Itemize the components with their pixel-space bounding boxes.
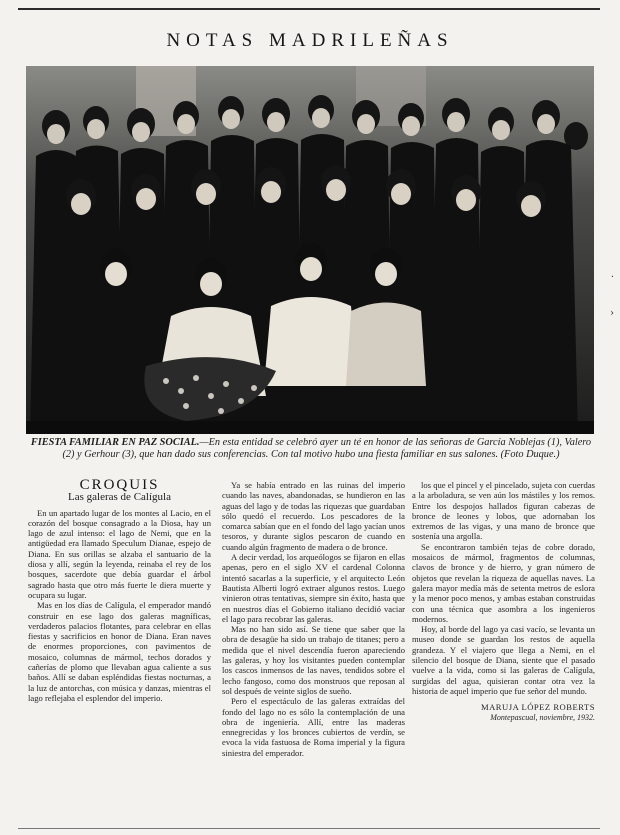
- margin-mark: ›: [610, 308, 614, 319]
- paragraph: Se encontraron también tejas de cobre dorado, mosaicos de mármol, fragmentos de columnas, clavos de bronce y de hierro, y gran número de objetos que revelan la riqueza de aquellas naves. La galera mayor medía más de setenta metros de eslora y la menor poco menos, y ambas estaban construidas con una técnica que asombra a los ingenieros modernos.: [412, 541, 595, 624]
- margin-mark: ·: [610, 272, 614, 283]
- bottom-rule: [18, 828, 600, 829]
- caption-text: —En esta entidad se celebró ayer un té en honor de las señoras de García Noblejas (1), Valero (2) y Gerhour (3), que han dado sus conferencias. Con tal motivo hubo una fiesta familiar en sus salones. (Foto Duque.): [62, 437, 592, 460]
- group-photograph-icon: [26, 66, 594, 434]
- dateline: Montepascual, noviembre, 1932.: [490, 712, 595, 722]
- paragraph: Hoy, al borde del lago ya casi vacío, se levanta un museo donde se guardan los restos de aquella grandeza. Y el viajero que llega a Nemi, en el silencio del bosque de Diana, siente que el pasado vuelve a la vida, como si las galeras de Calígula, surgidas del agua, quisieran contar otra vez la historia de aquel imperio que fue señor del mundo.: [412, 624, 595, 696]
- paragraph: Mas en los días de Calígula, el emperador mandó construir en ese lago dos galeras magníficas, verdaderos palacios flotantes, para celebrar en ellas fiestas y sacrificios en honor de Diana. Eran naves de enormes proporciones, con pavimentos de mosaico, columnas de mármol, techos dorados y cañerías de plomo que llevaban agua caliente a sus baños. Allí se daban espléndidas fiestas nocturnas, a la luz de antorchas, con música y danzas, mientras el lago reflejaba el esplendor del imperio.: [28, 600, 211, 703]
- article-column-3: [412, 480, 595, 723]
- paragraph: Pero el espectáculo de las galeras extraídas del fondo del lago no es sólo la contemplación de una obra de ingeniería. Allí, entre las maderas ennegrecidas y los bronces cubiertos de verdín, se evoca la vida fastuosa de Roma imperial y la figura siniestra del emperador.: [222, 696, 405, 758]
- caption-lead: FIESTA FAMILIAR EN PAZ SOCIAL.: [30, 437, 200, 448]
- paragraph: Mas no han sido así. Se tiene que saber que la obra de desagüe ha sido un trabajo de titanes; pero a medida que el nivel descendía fueron apareciendo las galeras, y hoy los visitantes pueden contemplar los cascos inmensos de las naves, tendidos sobre el lecho fangoso, como dos monstruos que reposan al sol después de veinte siglos de sueño.: [222, 624, 405, 696]
- photo-caption: [28, 437, 594, 461]
- paragraph: A decir verdad, los arqueólogos se fijaron en ellas apenas, pero en el siglo XV el cardenal Colonna intentó sacarlas a la superficie, y el arquitecto León Bautista Alberti logró extraer algunos restos. Luego vinieron otras tentativas, siempre sin éxito, hasta que en nuestros días el Gobierno italiano decidió vaciar el lago para recobrar las galeras.: [222, 552, 405, 624]
- article-title: Las galeras de Calígula: [68, 491, 171, 504]
- article-column-1: [28, 476, 211, 703]
- paragraph: los que el pincel y el pincelado, sujeta con cuerdas a la arboladura, se ven aún los mástiles y los remos. Entre los despojos hallados figuran cabezas de bronce de leones y lobos, que adornaban los extremos de las vigas, y una mano de bronce que sostenía una argolla.: [412, 480, 595, 542]
- top-rule: [18, 8, 600, 10]
- section-title: CROQUIS: [79, 477, 160, 493]
- author-signature: MARUJA LÓPEZ ROBERTS: [480, 702, 595, 713]
- article-column-2: [222, 480, 405, 758]
- page-masthead: NOTAS MADRILEÑAS: [166, 30, 454, 51]
- paragraph: Ya se había entrado en las ruinas del imperio cuando las naves, abandonadas, se hundieron en las aguas del lago y de todas las riquezas que guardaban sólo quedó el recuerdo. Los pescadores de la comarca sabían que en el fondo del lago yacían unos tesoros, y durante siglos pescaron de cuando en cuando algún fragmento de madera o de bronce.: [222, 480, 405, 552]
- paragraph: En un apartado lugar de los montes al Lacio, en el corazón del bosque consagrado a la Diosa, hay un lago de azul intenso: el lago de Nemi, que en la antigüedad era llamado Speculum Dianae, espejo de Diana. En sus orillas se alzaba el santuario de la diosa y allí, según la leyenda, reinaba el rey de los bosques, sacerdote que debía guardar el árbol sagrado hasta que otro más fuerte le diera muerte y ocupara su lugar.: [28, 507, 211, 600]
